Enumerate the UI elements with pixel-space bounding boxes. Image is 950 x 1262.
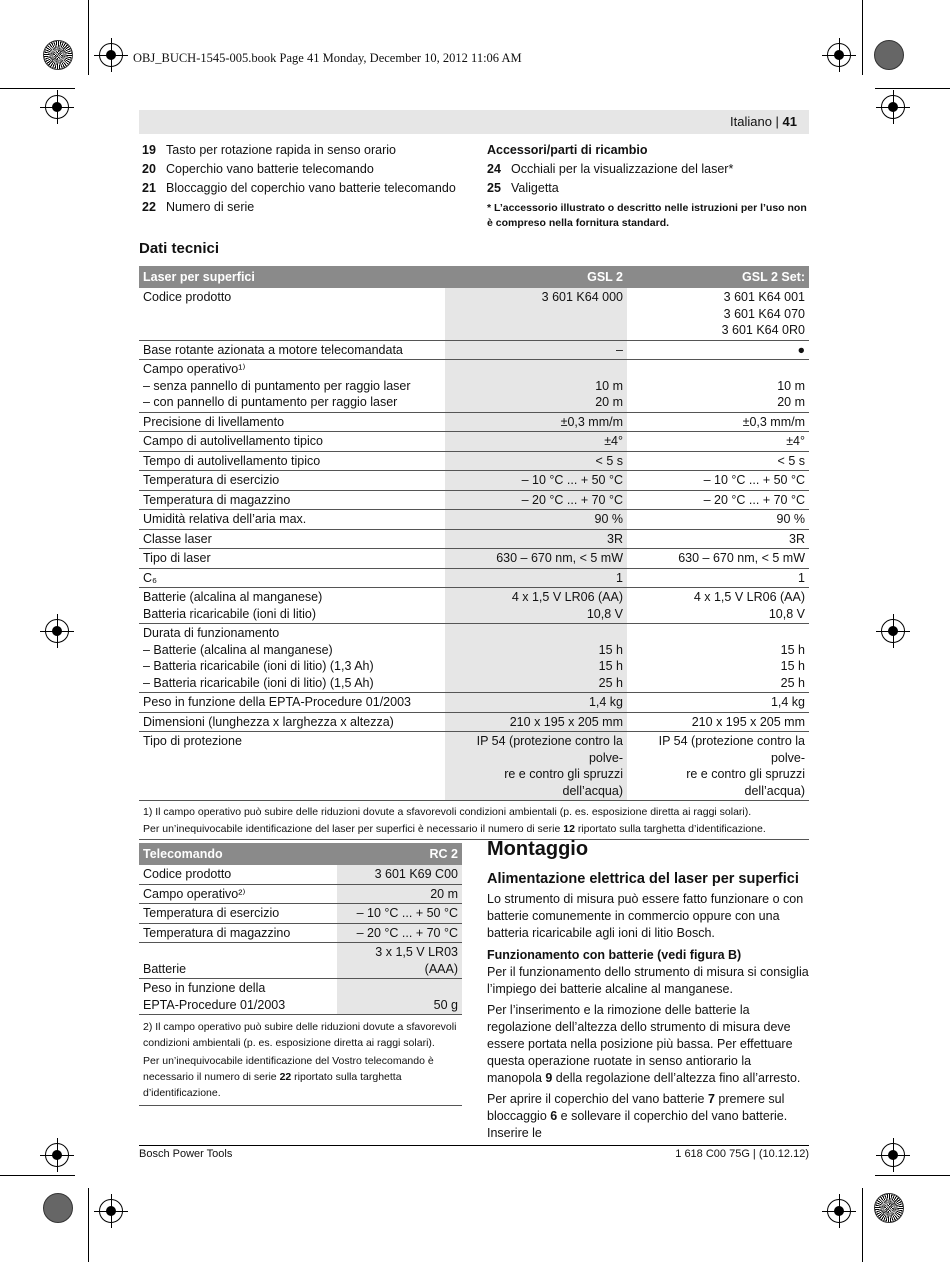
row-value: 50 g [337, 979, 462, 1015]
row-value: – 20 °C ... + 70 °C [337, 923, 462, 943]
list-item [142, 198, 482, 217]
registration-disc-icon [43, 1193, 73, 1223]
reference-number: 9 [545, 1071, 553, 1085]
table-row [139, 288, 809, 340]
row-value: – [445, 340, 627, 360]
row-value: 1,4 kg [445, 693, 627, 713]
table-row [139, 510, 809, 530]
footer-rule [139, 1145, 809, 1146]
table-row [139, 588, 809, 624]
column-header: Laser per superfici [139, 266, 445, 288]
registration-target-icon [827, 1199, 851, 1223]
row-value: 630 – 670 nm, < 5 mW [627, 549, 809, 569]
spec-table-wrap [139, 266, 809, 840]
paragraph: Lo strumento di misura può essere fatto funzionare o con batterie comunemente in commercio oppure con una batteria ricaricabile agli ioni di litio Bosch. [487, 892, 804, 940]
reference-number: 12 [563, 823, 575, 835]
item-text: Numero di serie [166, 200, 255, 214]
row-value: 3 601 K64 001 3 601 K64 070 3 601 K64 0R0 [627, 288, 809, 340]
registration-target-icon [99, 1199, 123, 1223]
table-header-row [139, 843, 462, 865]
row-label: Tipo di protezione [139, 732, 445, 801]
row-value: IP 54 (protezione contro la polve- re e contro gli spruzzi dell’acqua) [627, 732, 809, 801]
paragraph: Per il funzionamento dello strumento di misura si consiglia l’impiego dei batterie alcaline al manganese. [487, 965, 809, 996]
paragraph [487, 1002, 809, 1087]
accessories-note: * L’accessorio illustrato o descritto nelle istruzioni per l’uso non è compreso nella fornitura standard. [487, 202, 807, 229]
table-row [139, 865, 462, 884]
row-label: Temperatura di magazzino [139, 490, 445, 510]
row-value: 210 x 195 x 205 mm [445, 712, 627, 732]
row-value: – 10 °C ... + 50 °C [445, 471, 627, 491]
remote-table [139, 843, 462, 1015]
column-header: RC 2 [337, 843, 462, 865]
row-value: 3R [627, 529, 809, 549]
registration-target-icon [45, 95, 69, 119]
item-number: 24 [487, 162, 501, 176]
item-text: Tasto per rotazione rapida in senso orario [166, 143, 396, 157]
header-page-number: 41 [782, 114, 797, 129]
row-value: 1,4 kg [627, 693, 809, 713]
row-value: 630 – 670 nm, < 5 mW [445, 549, 627, 569]
registration-disc-icon [874, 40, 904, 70]
row-label: Precisione di livellamento [139, 412, 445, 432]
item-number: 22 [142, 200, 156, 214]
row-value: < 5 s [627, 451, 809, 471]
row-value: 15 h 15 h 25 h [445, 624, 627, 693]
page-header-text [730, 114, 797, 129]
item-number: 25 [487, 181, 501, 195]
text-run: premere sul bloccaggio [487, 1092, 785, 1123]
row-label: Classe laser [139, 529, 445, 549]
item-text: Valigetta [511, 181, 559, 195]
row-value: 210 x 195 x 205 mm [627, 712, 809, 732]
spec-footnote: 1) Il campo operativo può subire delle riduzioni dovute a sfavorevoli condizioni ambientali (p. es. esposizione diretta ai raggi solari). [143, 806, 752, 818]
spec-table [139, 266, 809, 801]
row-value: < 5 s [445, 451, 627, 471]
row-label: Temperatura di esercizio [139, 471, 445, 491]
table-row [139, 549, 809, 569]
subsection-title: Funzionamento con batterie (vedi figura B) [487, 948, 742, 962]
list-item [487, 160, 809, 179]
paragraph [487, 1091, 809, 1142]
tech-data-title: Dati tecnici [139, 240, 220, 257]
row-value: ±4° [627, 432, 809, 452]
row-value: – 20 °C ... + 70 °C [445, 490, 627, 510]
row-value: ±0,3 mm/m [627, 412, 809, 432]
footer-left: Bosch Power Tools [139, 1148, 233, 1160]
row-value: ±4° [445, 432, 627, 452]
remote-footnote: Per un’inequivocabile identificazione del Vostro telecomando è necessario il numero di serie 22 riportato sulla targhetta d’identificazione. [139, 1053, 462, 1106]
row-value: 90 % [627, 510, 809, 530]
table-row [139, 624, 809, 693]
row-value: 4 x 1,5 V LR06 (AA) 10,8 V [627, 588, 809, 624]
table-row [139, 904, 462, 924]
text-run: Per l’inserimento e la rimozione delle batterie la regolazione dell’altezza dello strumento di misura deve essere portata nella posizione più bassa. Per effettuare questa operazione ruotate in senso antiorario la manopola [487, 1003, 793, 1085]
registration-target-icon [45, 1143, 69, 1167]
row-label: Codice prodotto [139, 865, 337, 884]
table-row [139, 340, 809, 360]
row-label: Batterie (alcalina al manganese) Batteria ricaricabile (ioni di litio) [139, 588, 445, 624]
table-row [139, 360, 809, 413]
page-header [139, 110, 809, 134]
registration-target-icon [45, 619, 69, 643]
row-value: ● [627, 340, 809, 360]
column-header: GSL 2 [445, 266, 627, 288]
row-value: – 10 °C ... + 50 °C [627, 471, 809, 491]
item-text: Bloccaggio del coperchio vano batterie telecomando [166, 181, 456, 195]
table-row [139, 884, 462, 904]
table-row [139, 451, 809, 471]
table-row [139, 923, 462, 943]
row-value: 3 601 K69 C00 [337, 865, 462, 884]
list-item [142, 160, 482, 179]
reference-number: 6 [550, 1109, 558, 1123]
row-value: 3 601 K64 000 [445, 288, 627, 340]
header-separator: | [771, 114, 783, 129]
row-label: Campo operativo¹⁾ – senza pannello di puntamento per raggio laser – con pannello di puntamento per raggio laser [139, 360, 445, 413]
parts-list [142, 141, 482, 217]
column-header: GSL 2 Set: [627, 266, 809, 288]
item-number: 21 [142, 181, 156, 195]
row-label: Durata di funzionamento – Batterie (alcalina al manganese) – Batteria ricaricabile (ioni di litio) (1,3 Ah) – Batteria ricaricabile (ioni di litio) (1,5 Ah) [139, 624, 445, 693]
row-label: Peso in funzione della EPTA-Procedure 01/2003 [139, 693, 445, 713]
row-value: 10 m 20 m [445, 360, 627, 413]
row-label: Temperatura di esercizio [139, 904, 337, 924]
remote-table-wrap [139, 843, 462, 1106]
row-value: 3 x 1,5 V LR03 (AAA) [337, 943, 462, 979]
column-header: Telecomando [139, 843, 337, 865]
item-number: 20 [142, 162, 156, 176]
section-title: Montaggio [487, 838, 589, 860]
item-text: Coperchio vano batterie telecomando [166, 162, 374, 176]
row-label: Tempo di autolivellamento tipico [139, 451, 445, 471]
table-row [139, 712, 809, 732]
row-value: 1 [627, 568, 809, 588]
spec-footnote: Per un’inequivocabile identificazione del laser per superfici è necessario il numero di serie 12 riportato sulla targhetta d’identificazione. [139, 821, 809, 840]
registration-star-icon [874, 1193, 904, 1223]
row-value: 1 [445, 568, 627, 588]
row-value: 15 h 15 h 25 h [627, 624, 809, 693]
row-value: 10 m 20 m [627, 360, 809, 413]
row-value: – 20 °C ... + 70 °C [627, 490, 809, 510]
row-value: IP 54 (protezione contro la polve- re e contro gli spruzzi dell’acqua) [445, 732, 627, 801]
table-row [139, 471, 809, 491]
registration-target-icon [99, 43, 123, 67]
row-label: Dimensioni (lunghezza x larghezza x altezza) [139, 712, 445, 732]
row-value: – 10 °C ... + 50 °C [337, 904, 462, 924]
row-value: 90 % [445, 510, 627, 530]
row-label: Base rotante azionata a motore telecomandata [139, 340, 445, 360]
item-number: 19 [142, 143, 156, 157]
table-row [139, 693, 809, 713]
registration-target-icon [827, 43, 851, 67]
list-item [487, 179, 809, 198]
registration-star-icon [43, 40, 73, 70]
accessories-title: Accessori/parti di ricambio [487, 143, 648, 157]
row-value: 4 x 1,5 V LR06 (AA) 10,8 V [445, 588, 627, 624]
row-label: Campo operativo²⁾ [139, 884, 337, 904]
footer-right: 1 618 C00 75G | (10.12.12) [675, 1148, 809, 1160]
section-subtitle: Alimentazione elettrica del laser per superfici [487, 871, 799, 887]
montaggio-section [487, 838, 809, 1142]
list-item [142, 141, 482, 160]
row-label: Umidità relativa dell’aria max. [139, 510, 445, 530]
row-label: C₆ [139, 568, 445, 588]
table-row [139, 412, 809, 432]
table-header-row [139, 266, 809, 288]
row-label: Codice prodotto [139, 288, 445, 340]
table-row [139, 529, 809, 549]
row-value: 20 m [337, 884, 462, 904]
table-row [139, 490, 809, 510]
table-row [139, 732, 809, 801]
registration-target-icon [881, 95, 905, 119]
text-run: della regolazione dell’altezza fino all’arresto. [552, 1071, 801, 1085]
reference-number: 22 [279, 1071, 292, 1083]
row-label: Tipo di laser [139, 549, 445, 569]
registration-target-icon [881, 1143, 905, 1167]
reference-number: 7 [707, 1092, 715, 1106]
table-row [139, 979, 462, 1015]
row-value: ±0,3 mm/m [445, 412, 627, 432]
row-label: Batterie [139, 943, 337, 979]
row-value: 3R [445, 529, 627, 549]
registration-target-icon [881, 619, 905, 643]
row-label: Campo di autolivellamento tipico [139, 432, 445, 452]
print-slug: OBJ_BUCH-1545-005.book Page 41 Monday, December 10, 2012 11:06 AM [133, 51, 522, 65]
table-row [139, 432, 809, 452]
table-row [139, 568, 809, 588]
remote-footnote: 2) Il campo operativo può subire delle riduzioni dovute a sfavorevoli condizioni ambientali (p. es. esposizione diretta ai raggi solari). [143, 1021, 457, 1049]
item-text: Occhiali per la visualizzazione del laser* [511, 162, 734, 176]
row-label: Temperatura di magazzino [139, 923, 337, 943]
text-run: e sollevare il coperchio del vano batterie. Inserire le [487, 1109, 788, 1140]
header-language: Italiano [730, 114, 772, 129]
list-item [142, 179, 482, 198]
text-run: Per aprire il coperchio del vano batterie [487, 1092, 708, 1106]
row-label: Peso in funzione della EPTA-Procedure 01/2003 [139, 979, 337, 1015]
table-row [139, 943, 462, 979]
accessories-section [487, 141, 809, 231]
